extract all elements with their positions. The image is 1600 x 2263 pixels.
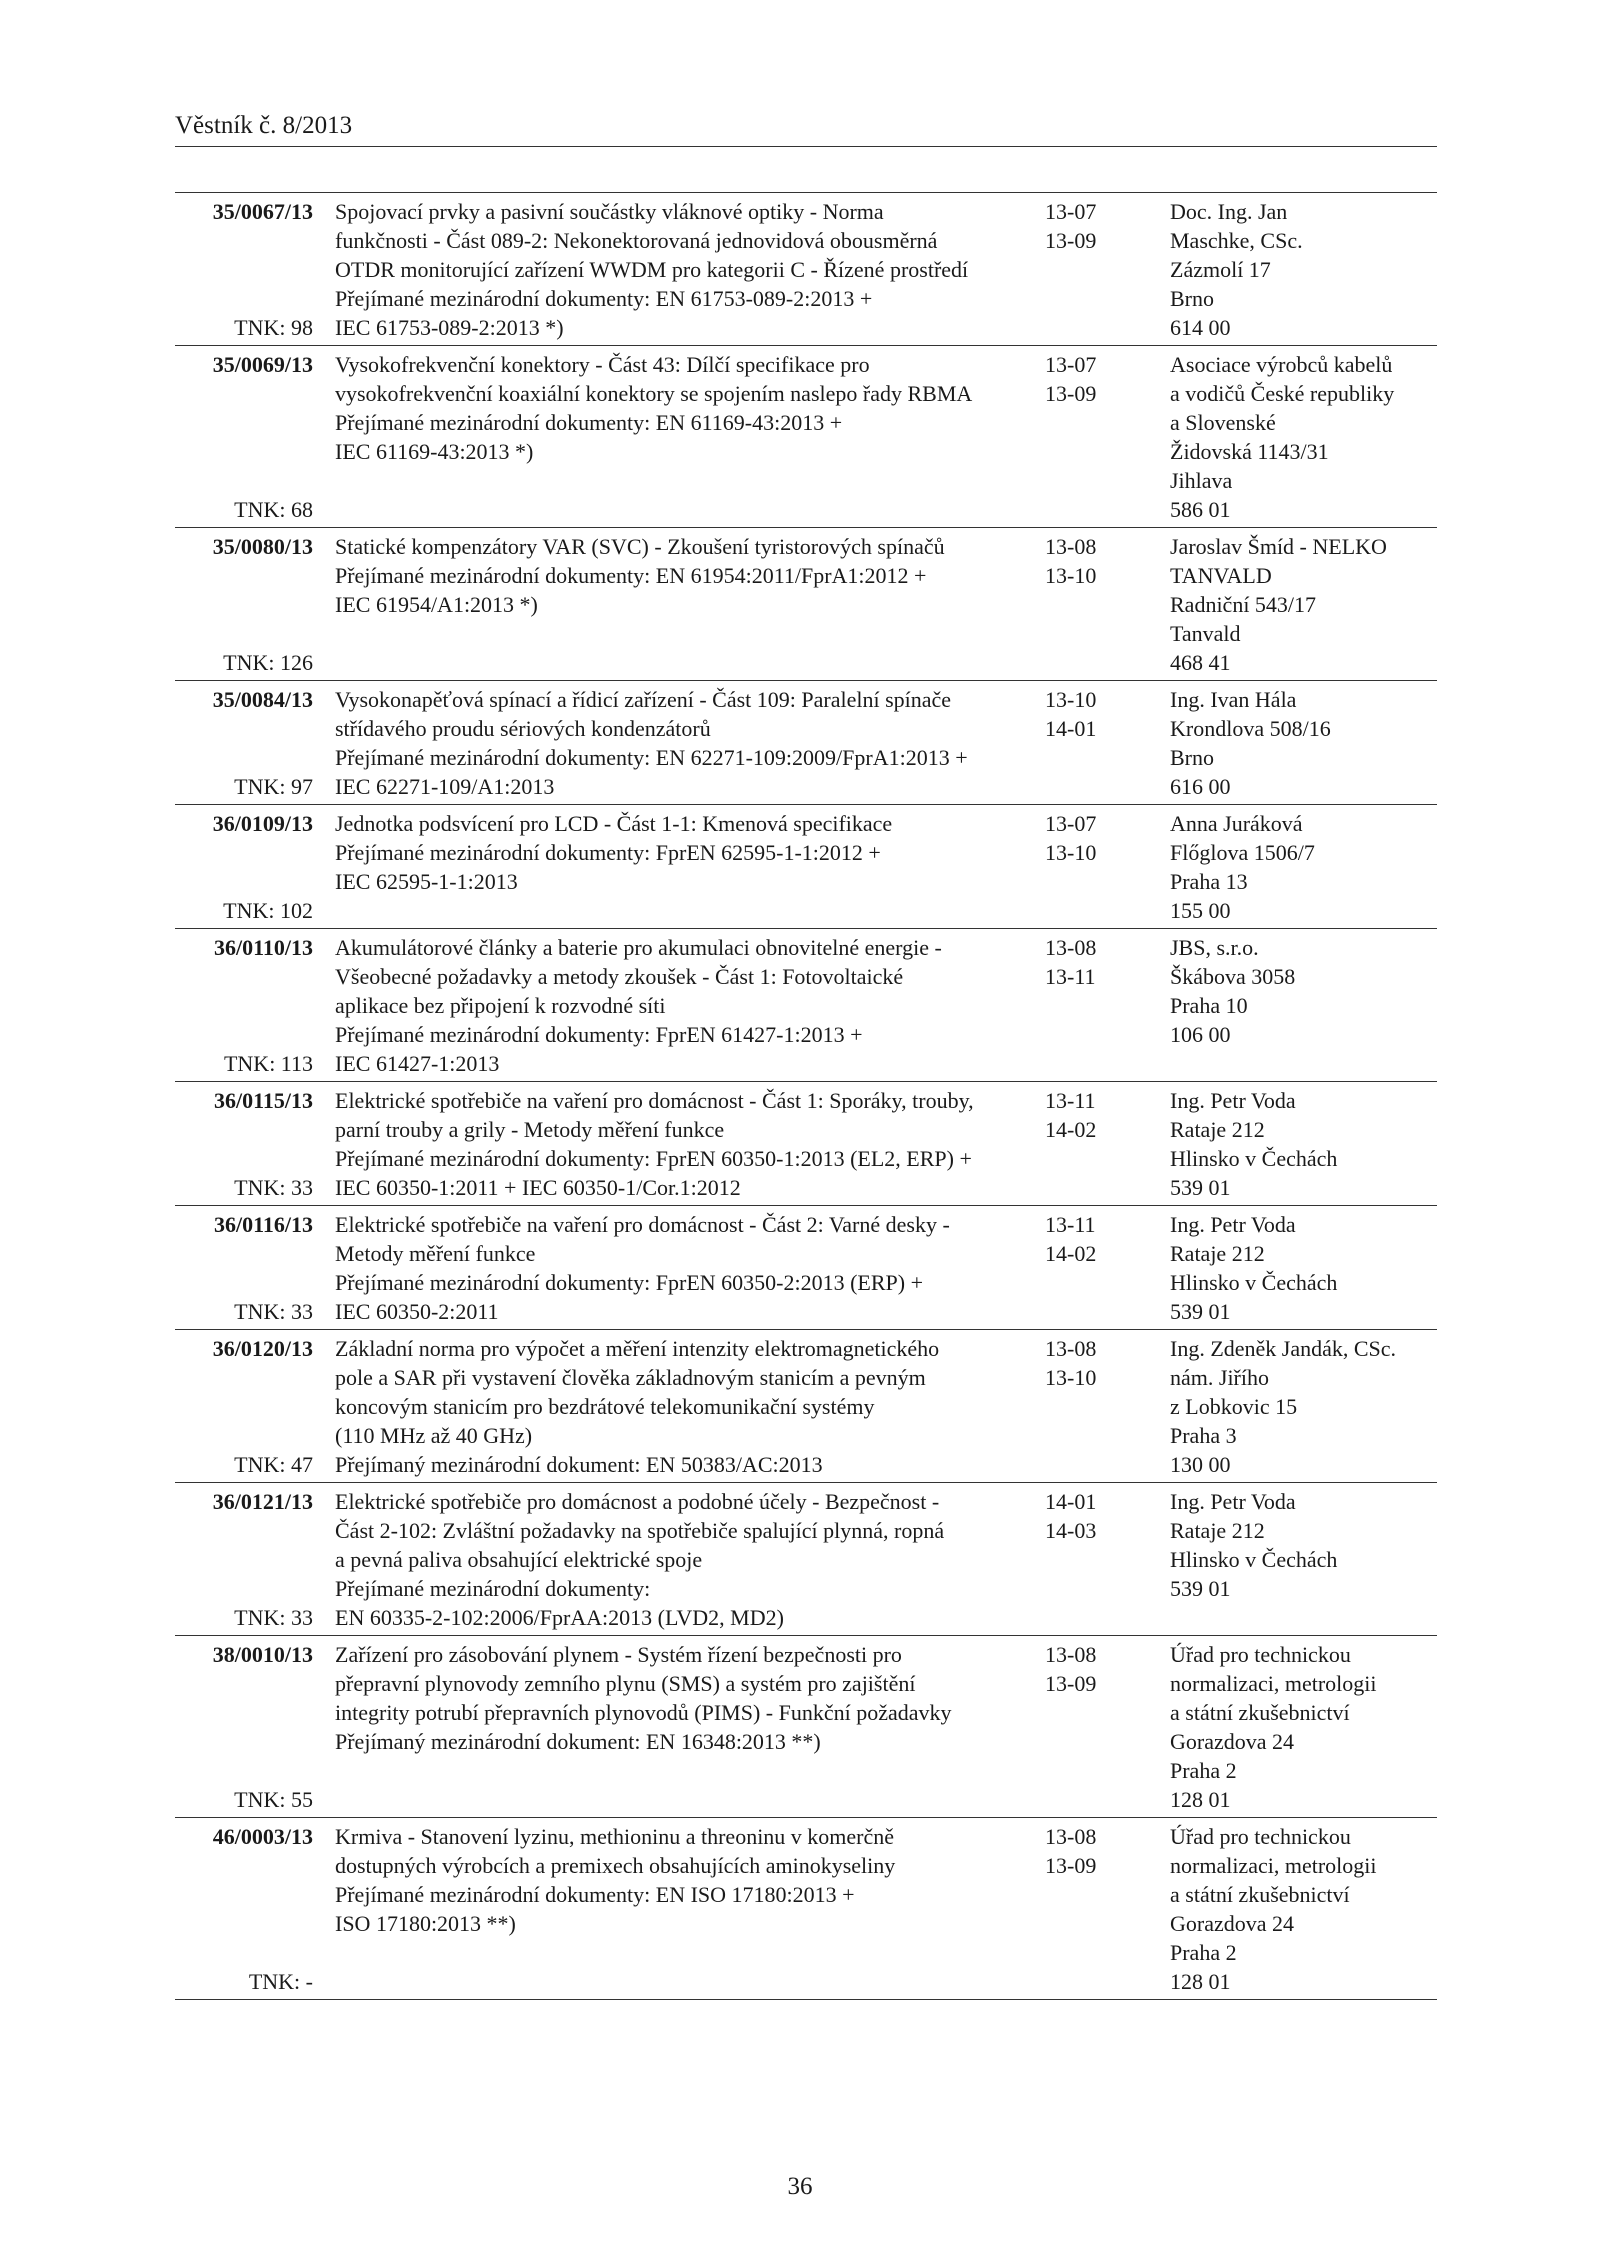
standard-id-cell <box>175 809 313 925</box>
date-value: 13-07 <box>1045 199 1097 224</box>
standard-title-cell <box>335 1334 1045 1479</box>
title-line: Elektrické spotřebiče pro domácnost a podobné účely - Bezpečnost - <box>335 1489 940 1514</box>
contact-address-cell <box>1170 1487 1437 1632</box>
dates-cell <box>1045 1334 1170 1479</box>
standard-number: 46/0003/13 <box>212 1824 313 1849</box>
address-line: 539 01 <box>1170 1576 1231 1601</box>
standard-number: 35/0067/13 <box>212 199 313 224</box>
standard-id-cell <box>175 1086 313 1202</box>
standard-id-cell <box>175 1640 313 1814</box>
address-line: 128 01 <box>1170 1787 1231 1812</box>
standard-number: 36/0109/13 <box>212 811 313 836</box>
title-line: Přejímané mezinárodní dokumenty: FprEN 60350-2:2013 (ERP) + <box>335 1270 923 1295</box>
date-value: 13-09 <box>1045 1671 1097 1696</box>
page-number: 36 <box>787 2173 813 2200</box>
standard-title-cell <box>335 532 1045 677</box>
address-line: JBS, s.r.o. <box>1170 935 1259 960</box>
title-line: IEC 61753-089-2:2013 *) <box>335 315 564 340</box>
standard-id-cell <box>175 685 313 801</box>
standard-title-cell <box>335 685 1045 801</box>
address-line: 539 01 <box>1170 1299 1231 1324</box>
title-line: Přejímaný mezinárodní dokument: EN 16348:2013 **) <box>335 1729 821 1754</box>
dates-cell <box>1045 1086 1170 1202</box>
title-line: Vysokofrekvenční konektory - Část 43: Dílčí specifikace pro <box>335 352 870 377</box>
address-line: Škábova 3058 <box>1170 964 1296 989</box>
address-line: 155 00 <box>1170 898 1231 923</box>
address-line: Ing. Petr Voda <box>1170 1088 1296 1113</box>
dates-cell <box>1045 685 1170 801</box>
address-line: Ing. Zdeněk Jandák, CSc. <box>1170 1336 1397 1361</box>
title-line: Spojovací prvky a pasivní součástky vláknové optiky - Norma <box>335 199 884 224</box>
dates-cell <box>1045 1822 1170 1996</box>
title-line: a pevná paliva obsahující elektrické spoje <box>335 1547 703 1572</box>
address-line: Anna Juráková <box>1170 811 1303 836</box>
standard-id-cell <box>175 532 313 677</box>
table-row <box>175 1330 1437 1483</box>
address-line: 106 00 <box>1170 1022 1231 1047</box>
tnk-label: TNK: 55 <box>234 1787 313 1812</box>
date-value: 14-02 <box>1045 1117 1097 1142</box>
title-line: Základní norma pro výpočet a měření intenzity elektromagnetického <box>335 1336 940 1361</box>
tnk-label: TNK: 102 <box>223 898 313 923</box>
table-row <box>175 1206 1437 1330</box>
title-line: dostupných výrobcích a premixech obsahujících aminokyseliny <box>335 1853 896 1878</box>
address-line: a státní zkušebnictví <box>1170 1700 1350 1725</box>
contact-address-cell <box>1170 1640 1437 1814</box>
date-value: 14-01 <box>1045 1489 1097 1514</box>
standards-table <box>175 192 1437 2000</box>
title-line: Část 2-102: Zvláštní požadavky na spotřebiče spalující plynná, ropná <box>335 1518 945 1543</box>
title-line: Elektrické spotřebiče na vaření pro domácnost - Část 1: Sporáky, trouby, <box>335 1088 974 1113</box>
date-value: 13-11 <box>1045 1088 1096 1113</box>
standard-number: 36/0116/13 <box>213 1212 313 1237</box>
title-line: Jednotka podsvícení pro LCD - Část 1-1: Kmenová specifikace <box>335 811 893 836</box>
address-line: 128 01 <box>1170 1969 1231 1994</box>
title-line: Zařízení pro zásobování plynem - Systém řízení bezpečnosti pro <box>335 1642 902 1667</box>
dates-cell <box>1045 1210 1170 1326</box>
address-line: Gorazdova 24 <box>1170 1729 1295 1754</box>
tnk-label: TNK: 126 <box>223 650 313 675</box>
tnk-label: TNK: 47 <box>234 1452 313 1477</box>
title-line: IEC 60350-1:2011 + IEC 60350-1/Cor.1:2012 <box>335 1175 741 1200</box>
date-value: 13-09 <box>1045 381 1097 406</box>
title-line: IEC 60350-2:2011 <box>335 1299 499 1324</box>
table-row <box>175 528 1437 681</box>
address-line: Jaroslav Šmíd - NELKO <box>1170 534 1387 559</box>
date-value: 13-08 <box>1045 935 1097 960</box>
title-line: Přejímané mezinárodní dokumenty: EN ISO 17180:2013 + <box>335 1882 855 1907</box>
dates-cell <box>1045 197 1170 342</box>
dates-cell <box>1045 1640 1170 1814</box>
address-line: Radniční 543/17 <box>1170 592 1317 617</box>
address-line: Hlinsko v Čechách <box>1170 1146 1338 1171</box>
title-line: OTDR monitorující zařízení WWDM pro kategorii C - Řízené prostředí <box>335 257 969 282</box>
contact-address-cell <box>1170 685 1437 801</box>
table-row <box>175 346 1437 528</box>
tnk-label: TNK: 33 <box>234 1605 313 1630</box>
title-line: střídavého proudu sériových kondenzátorů <box>335 716 711 741</box>
address-line: Praha 2 <box>1170 1940 1237 1965</box>
title-line: (110 MHz až 40 GHz) <box>335 1423 533 1448</box>
title-line: IEC 61169-43:2013 *) <box>335 439 534 464</box>
address-line: Brno <box>1170 286 1214 311</box>
address-line: 614 00 <box>1170 315 1231 340</box>
title-line: IEC 62271-109/A1:2013 <box>335 774 555 799</box>
title-line: koncovým stanicím pro bezdrátové telekomunikační systémy <box>335 1394 875 1419</box>
title-line: IEC 62595-1-1:2013 <box>335 869 518 894</box>
address-line: a vodičů České republiky <box>1170 381 1395 406</box>
title-line: Přejímané mezinárodní dokumenty: FprEN 60350-1:2013 (EL2, ERP) + <box>335 1146 972 1171</box>
dates-cell <box>1045 809 1170 925</box>
title-line: Metody měření funkce <box>335 1241 536 1266</box>
address-line: Rataje 212 <box>1170 1518 1265 1543</box>
dates-cell <box>1045 1487 1170 1632</box>
title-line: Přejímané mezinárodní dokumenty: FprEN 61427-1:2013 + <box>335 1022 863 1047</box>
title-line: integrity potrubí přepravních plynovodů (PIMS) - Funkční požadavky <box>335 1700 952 1725</box>
address-line: Židovská 1143/31 <box>1170 439 1329 464</box>
title-line: Přejímané mezinárodní dokumenty: EN 61954:2011/FprA1:2012 + <box>335 563 927 588</box>
standard-title-cell <box>335 1822 1045 1996</box>
title-line: Akumulátorové články a baterie pro akumulaci obnovitelné energie - <box>335 935 942 960</box>
tnk-label: TNK: 33 <box>234 1299 313 1324</box>
standard-title-cell <box>335 809 1045 925</box>
standard-title-cell <box>335 197 1045 342</box>
page-header <box>175 112 1437 147</box>
date-value: 13-10 <box>1045 563 1097 588</box>
address-line: Maschke, CSc. <box>1170 228 1303 253</box>
dates-cell <box>1045 933 1170 1078</box>
standard-id-cell <box>175 1210 313 1326</box>
date-value: 13-10 <box>1045 687 1097 712</box>
address-line: Ing. Petr Voda <box>1170 1212 1296 1237</box>
date-value: 13-09 <box>1045 228 1097 253</box>
address-line: TANVALD <box>1170 563 1272 588</box>
table-row <box>175 929 1437 1082</box>
standard-title-cell <box>335 1487 1045 1632</box>
standard-title-cell <box>335 1640 1045 1814</box>
date-value: 13-11 <box>1045 1212 1096 1237</box>
date-value: 13-08 <box>1045 534 1097 559</box>
title-line: Přejímané mezinárodní dokumenty: EN 61753-089-2:2013 + <box>335 286 873 311</box>
contact-address-cell <box>1170 1334 1437 1479</box>
tnk-label: TNK: 68 <box>234 497 313 522</box>
title-line: IEC 61954/A1:2013 *) <box>335 592 538 617</box>
standard-id-cell <box>175 197 313 342</box>
standard-number: 35/0069/13 <box>212 352 313 377</box>
standard-title-cell <box>335 1210 1045 1326</box>
contact-address-cell <box>1170 532 1437 677</box>
contact-address-cell <box>1170 1210 1437 1326</box>
table-row <box>175 681 1437 805</box>
tnk-label: TNK: 98 <box>234 315 313 340</box>
address-line: Hlinsko v Čechách <box>1170 1270 1338 1295</box>
address-line: 616 00 <box>1170 774 1231 799</box>
date-value: 13-11 <box>1045 964 1096 989</box>
standard-number: 36/0121/13 <box>212 1489 313 1514</box>
publication-title: Věstník č. 8/2013 <box>175 112 353 139</box>
address-line: Hlinsko v Čechách <box>1170 1547 1338 1572</box>
title-line: Přejímaný mezinárodní dokument: EN 50383/AC:2013 <box>335 1452 823 1477</box>
address-line: Asociace výrobců kabelů <box>1170 352 1393 377</box>
tnk-label: TNK: 97 <box>234 774 313 799</box>
title-line: EN 60335-2-102:2006/FprAA:2013 (LVD2, MD2) <box>335 1605 784 1630</box>
address-line: Brno <box>1170 745 1214 770</box>
address-line: Ing. Petr Voda <box>1170 1489 1296 1514</box>
address-line: a Slovenské <box>1170 410 1276 435</box>
date-value: 14-03 <box>1045 1518 1097 1543</box>
standard-id-cell <box>175 350 313 524</box>
address-line: 586 01 <box>1170 497 1231 522</box>
address-line: normalizaci, metrologii <box>1170 1853 1377 1878</box>
address-line: 468 41 <box>1170 650 1231 675</box>
standard-number: 38/0010/13 <box>212 1642 313 1667</box>
dates-cell <box>1045 532 1170 677</box>
title-line: Elektrické spotřebiče na vaření pro domácnost - Část 2: Varné desky - <box>335 1212 950 1237</box>
date-value: 14-01 <box>1045 716 1097 741</box>
address-line: Gorazdova 24 <box>1170 1911 1295 1936</box>
address-line: Praha 10 <box>1170 993 1248 1018</box>
address-line: Doc. Ing. Jan <box>1170 199 1288 224</box>
address-line: Jihlava <box>1170 468 1233 493</box>
address-line: a státní zkušebnictví <box>1170 1882 1350 1907</box>
contact-address-cell <box>1170 1822 1437 1996</box>
title-line: Všeobecné požadavky a metody zkoušek - Část 1: Fotovoltaické <box>335 964 904 989</box>
date-value: 13-10 <box>1045 1365 1097 1390</box>
date-value: 13-07 <box>1045 811 1097 836</box>
address-line: Ing. Ivan Hála <box>1170 687 1297 712</box>
address-line: Tanvald <box>1170 621 1241 646</box>
standard-title-cell <box>335 933 1045 1078</box>
address-line: Praha 3 <box>1170 1423 1237 1448</box>
date-value: 13-09 <box>1045 1853 1097 1878</box>
title-line: vysokofrekvenční koaxiální konektory se spojením naslepo řady RBMA <box>335 381 973 406</box>
address-line: Rataje 212 <box>1170 1117 1265 1142</box>
date-value: 13-08 <box>1045 1336 1097 1361</box>
standard-number: 35/0080/13 <box>212 534 313 559</box>
address-line: Úřad pro technickou <box>1170 1642 1351 1667</box>
address-line: z Lobkovic 15 <box>1170 1394 1298 1419</box>
title-line: přepravní plynovody zemního plynu (SMS) a systém pro zajištění <box>335 1671 916 1696</box>
contact-address-cell <box>1170 350 1437 524</box>
standard-number: 36/0115/13 <box>213 1088 313 1113</box>
contact-address-cell <box>1170 197 1437 342</box>
date-value: 13-10 <box>1045 840 1097 865</box>
address-line: Praha 13 <box>1170 869 1248 894</box>
contact-address-cell <box>1170 809 1437 925</box>
address-line: Krondlova 508/16 <box>1170 716 1331 741</box>
table-row <box>175 1636 1437 1818</box>
contact-address-cell <box>1170 933 1437 1078</box>
dates-cell <box>1045 350 1170 524</box>
table-row <box>175 805 1437 929</box>
title-line: Přejímané mezinárodní dokumenty: EN 61169-43:2013 + <box>335 410 843 435</box>
date-value: 13-07 <box>1045 352 1097 377</box>
title-line: funkčnosti - Část 089-2: Nekonektorovaná jednovidová obousměrná <box>335 228 938 253</box>
tnk-label: TNK: 33 <box>234 1175 313 1200</box>
standard-id-cell <box>175 1822 313 1996</box>
title-line: aplikace bez připojení k rozvodné síti <box>335 993 666 1018</box>
title-line: Přejímané mezinárodní dokumenty: FprEN 62595-1-1:2012 + <box>335 840 881 865</box>
standard-number: 35/0084/13 <box>212 687 313 712</box>
standard-id-cell <box>175 933 313 1078</box>
title-line: Krmiva - Stanovení lyzinu, methioninu a threoninu v komerčně <box>335 1824 895 1849</box>
date-value: 13-08 <box>1045 1642 1097 1667</box>
title-line: parní trouby a grily - Metody měření funkce <box>335 1117 725 1142</box>
tnk-label: TNK: 113 <box>223 1051 313 1076</box>
title-line: Vysokonapěťová spínací a řídicí zařízení - Část 109: Paralelní spínače <box>335 687 952 712</box>
address-line: nám. Jiřího <box>1170 1365 1269 1390</box>
address-line: Úřad pro technickou <box>1170 1824 1351 1849</box>
table-row <box>175 193 1437 346</box>
title-line: ISO 17180:2013 **) <box>335 1911 516 1936</box>
standard-number: 36/0120/13 <box>212 1336 313 1361</box>
address-line: 130 00 <box>1170 1452 1231 1477</box>
address-line: normalizaci, metrologii <box>1170 1671 1377 1696</box>
address-line: Rataje 212 <box>1170 1241 1265 1266</box>
standard-id-cell <box>175 1334 313 1479</box>
table-row <box>175 1082 1437 1206</box>
title-line: pole a SAR při vystavení člověka základnovým stanicím a pevným <box>335 1365 926 1390</box>
title-line: IEC 61427-1:2013 <box>335 1051 500 1076</box>
contact-address-cell <box>1170 1086 1437 1202</box>
date-value: 14-02 <box>1045 1241 1097 1266</box>
table-row <box>175 1483 1437 1636</box>
standard-title-cell <box>335 1086 1045 1202</box>
standard-id-cell <box>175 1487 313 1632</box>
date-value: 13-08 <box>1045 1824 1097 1849</box>
address-line: Flőglova 1506/7 <box>1170 840 1315 865</box>
table-row <box>175 1818 1437 2000</box>
address-line: Zázmolí 17 <box>1170 257 1271 282</box>
title-line: Přejímané mezinárodní dokumenty: <box>335 1576 651 1601</box>
address-line: 539 01 <box>1170 1175 1231 1200</box>
standard-number: 36/0110/13 <box>213 935 313 960</box>
standard-title-cell <box>335 350 1045 524</box>
title-line: Přejímané mezinárodní dokumenty: EN 62271-109:2009/FprA1:2013 + <box>335 745 968 770</box>
address-line: Praha 2 <box>1170 1758 1237 1783</box>
title-line: Statické kompenzátory VAR (SVC) - Zkoušení tyristorových spínačů <box>335 534 945 559</box>
tnk-label: TNK: - <box>248 1969 313 1994</box>
